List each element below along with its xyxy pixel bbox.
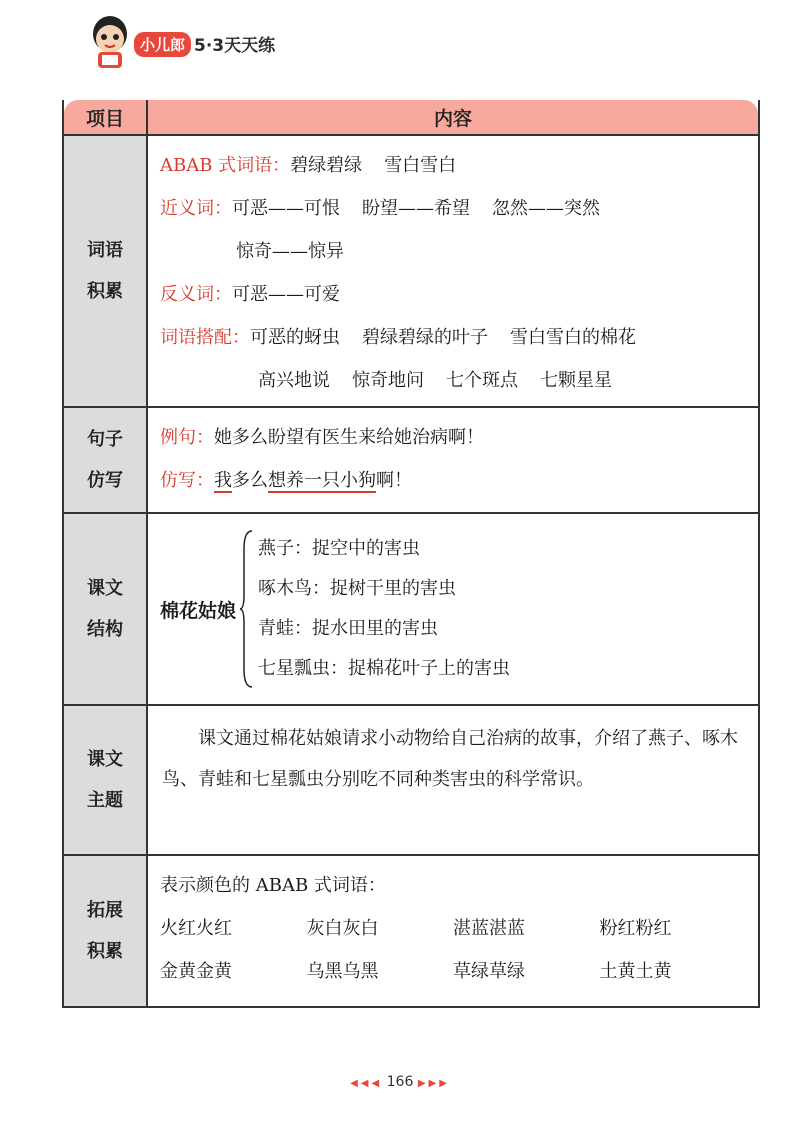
extension-content — [148, 856, 758, 1006]
structure-item: 青蛙：捉水田里的害虫 — [258, 618, 439, 639]
abab-label: ABAB 式词语： — [160, 155, 291, 176]
color-word: 灰白灰白 — [306, 918, 379, 939]
synonym-label: 近义词： — [160, 198, 232, 219]
book-title: 5·3天天练 — [194, 36, 276, 56]
abab-word: 碧绿碧绿 — [290, 155, 363, 176]
table-row-sentence — [64, 406, 758, 512]
category-cell — [64, 856, 148, 1006]
brand-name: 小儿郎 — [134, 32, 191, 57]
collocation: 可恶的蚜虫 — [250, 327, 340, 348]
collocation: 高兴地说 — [258, 370, 330, 391]
color-word: 湛蓝湛蓝 — [453, 918, 525, 939]
category-cell — [64, 136, 148, 406]
antonym-label: 反义词： — [160, 284, 232, 305]
table-header — [64, 100, 758, 134]
imitate-wish: 想养一只小狗 — [268, 470, 376, 491]
vocabulary-content — [148, 136, 758, 406]
left-arrows-icon: ◀◀◀ — [350, 1078, 383, 1089]
category-label: 词语 — [87, 240, 123, 261]
theme-text: 课文通过棉花姑娘请求小动物给自己治病的故事，介绍了燕子、啄木鸟、青蛙和七星瓢虫分别吃不同种类害虫的科学常识。 — [162, 728, 738, 790]
color-word: 粉红粉红 — [599, 918, 672, 939]
synonym-pair: 盼望——希望 — [362, 198, 470, 219]
color-word: 草绿草绿 — [453, 961, 525, 982]
brand-header — [86, 12, 346, 76]
category-label: 仿写 — [87, 470, 123, 491]
imitate-subject: 我 — [214, 470, 232, 491]
right-arrows-icon: ▶▶▶ — [417, 1078, 450, 1089]
table-row-extension — [64, 854, 758, 1006]
category-label: 主题 — [87, 790, 123, 811]
summary-table — [62, 100, 760, 1008]
collocation: 七颗星星 — [540, 370, 612, 391]
collocation: 雪白雪白的棉花 — [510, 327, 636, 348]
structure-item: 燕子：捉空中的害虫 — [258, 538, 421, 559]
structure-item: 啄木鸟：捉树干里的害虫 — [258, 578, 457, 599]
imitate-label: 仿写： — [160, 470, 214, 491]
imitate-adverb: 多么 — [232, 470, 268, 491]
color-word: 乌黑乌黑 — [306, 961, 379, 982]
collocation-label: 词语搭配： — [160, 327, 250, 348]
category-label: 结构 — [87, 619, 123, 640]
category-label: 积累 — [87, 941, 123, 962]
example-label: 例句： — [160, 427, 214, 448]
page-footer — [0, 1074, 800, 1090]
category-label: 积累 — [87, 281, 123, 302]
synonym-pair: 忽然——突然 — [492, 198, 600, 219]
color-word: 金黄金黄 — [160, 961, 232, 982]
extension-intro: 表示颜色的 ABAB 式词语： — [160, 875, 386, 896]
imitate-ending: 啊！ — [376, 470, 412, 491]
color-word: 土黄土黄 — [599, 961, 672, 982]
sentence-content — [148, 408, 758, 512]
synonym-pair: 惊奇——惊异 — [236, 241, 344, 262]
mascot-icon — [86, 12, 134, 72]
column-header-content: 内容 — [433, 107, 472, 130]
structure-title: 棉花姑娘 — [160, 599, 237, 622]
synonym-pair: 可恶——可恨 — [232, 198, 340, 219]
table-row-structure — [64, 512, 758, 704]
category-label: 句子 — [87, 429, 123, 450]
collocation: 碧绿碧绿的叶子 — [362, 327, 488, 348]
color-word: 火红火红 — [160, 918, 232, 939]
table-row-vocabulary — [64, 134, 758, 406]
table-row-theme — [64, 704, 758, 854]
category-cell — [64, 706, 148, 854]
collocation: 惊奇地问 — [352, 370, 424, 391]
category-label: 课文 — [87, 749, 123, 770]
category-cell — [64, 408, 148, 512]
column-header-item: 项目 — [64, 100, 148, 134]
category-cell — [64, 514, 148, 704]
antonym-pair: 可恶——可爱 — [232, 284, 340, 305]
category-label: 课文 — [87, 578, 123, 599]
structure-item: 七星瓢虫：捉棉花叶子上的害虫 — [258, 658, 511, 679]
collocation: 七个斑点 — [446, 370, 518, 391]
example-sentence: 她多么盼望有医生来给她治病啊！ — [214, 427, 484, 448]
structure-content — [148, 514, 758, 704]
page-number: 166 — [386, 1074, 414, 1090]
abab-word: 雪白雪白 — [384, 155, 457, 176]
brace-icon — [240, 529, 254, 689]
category-label: 拓展 — [87, 900, 123, 921]
